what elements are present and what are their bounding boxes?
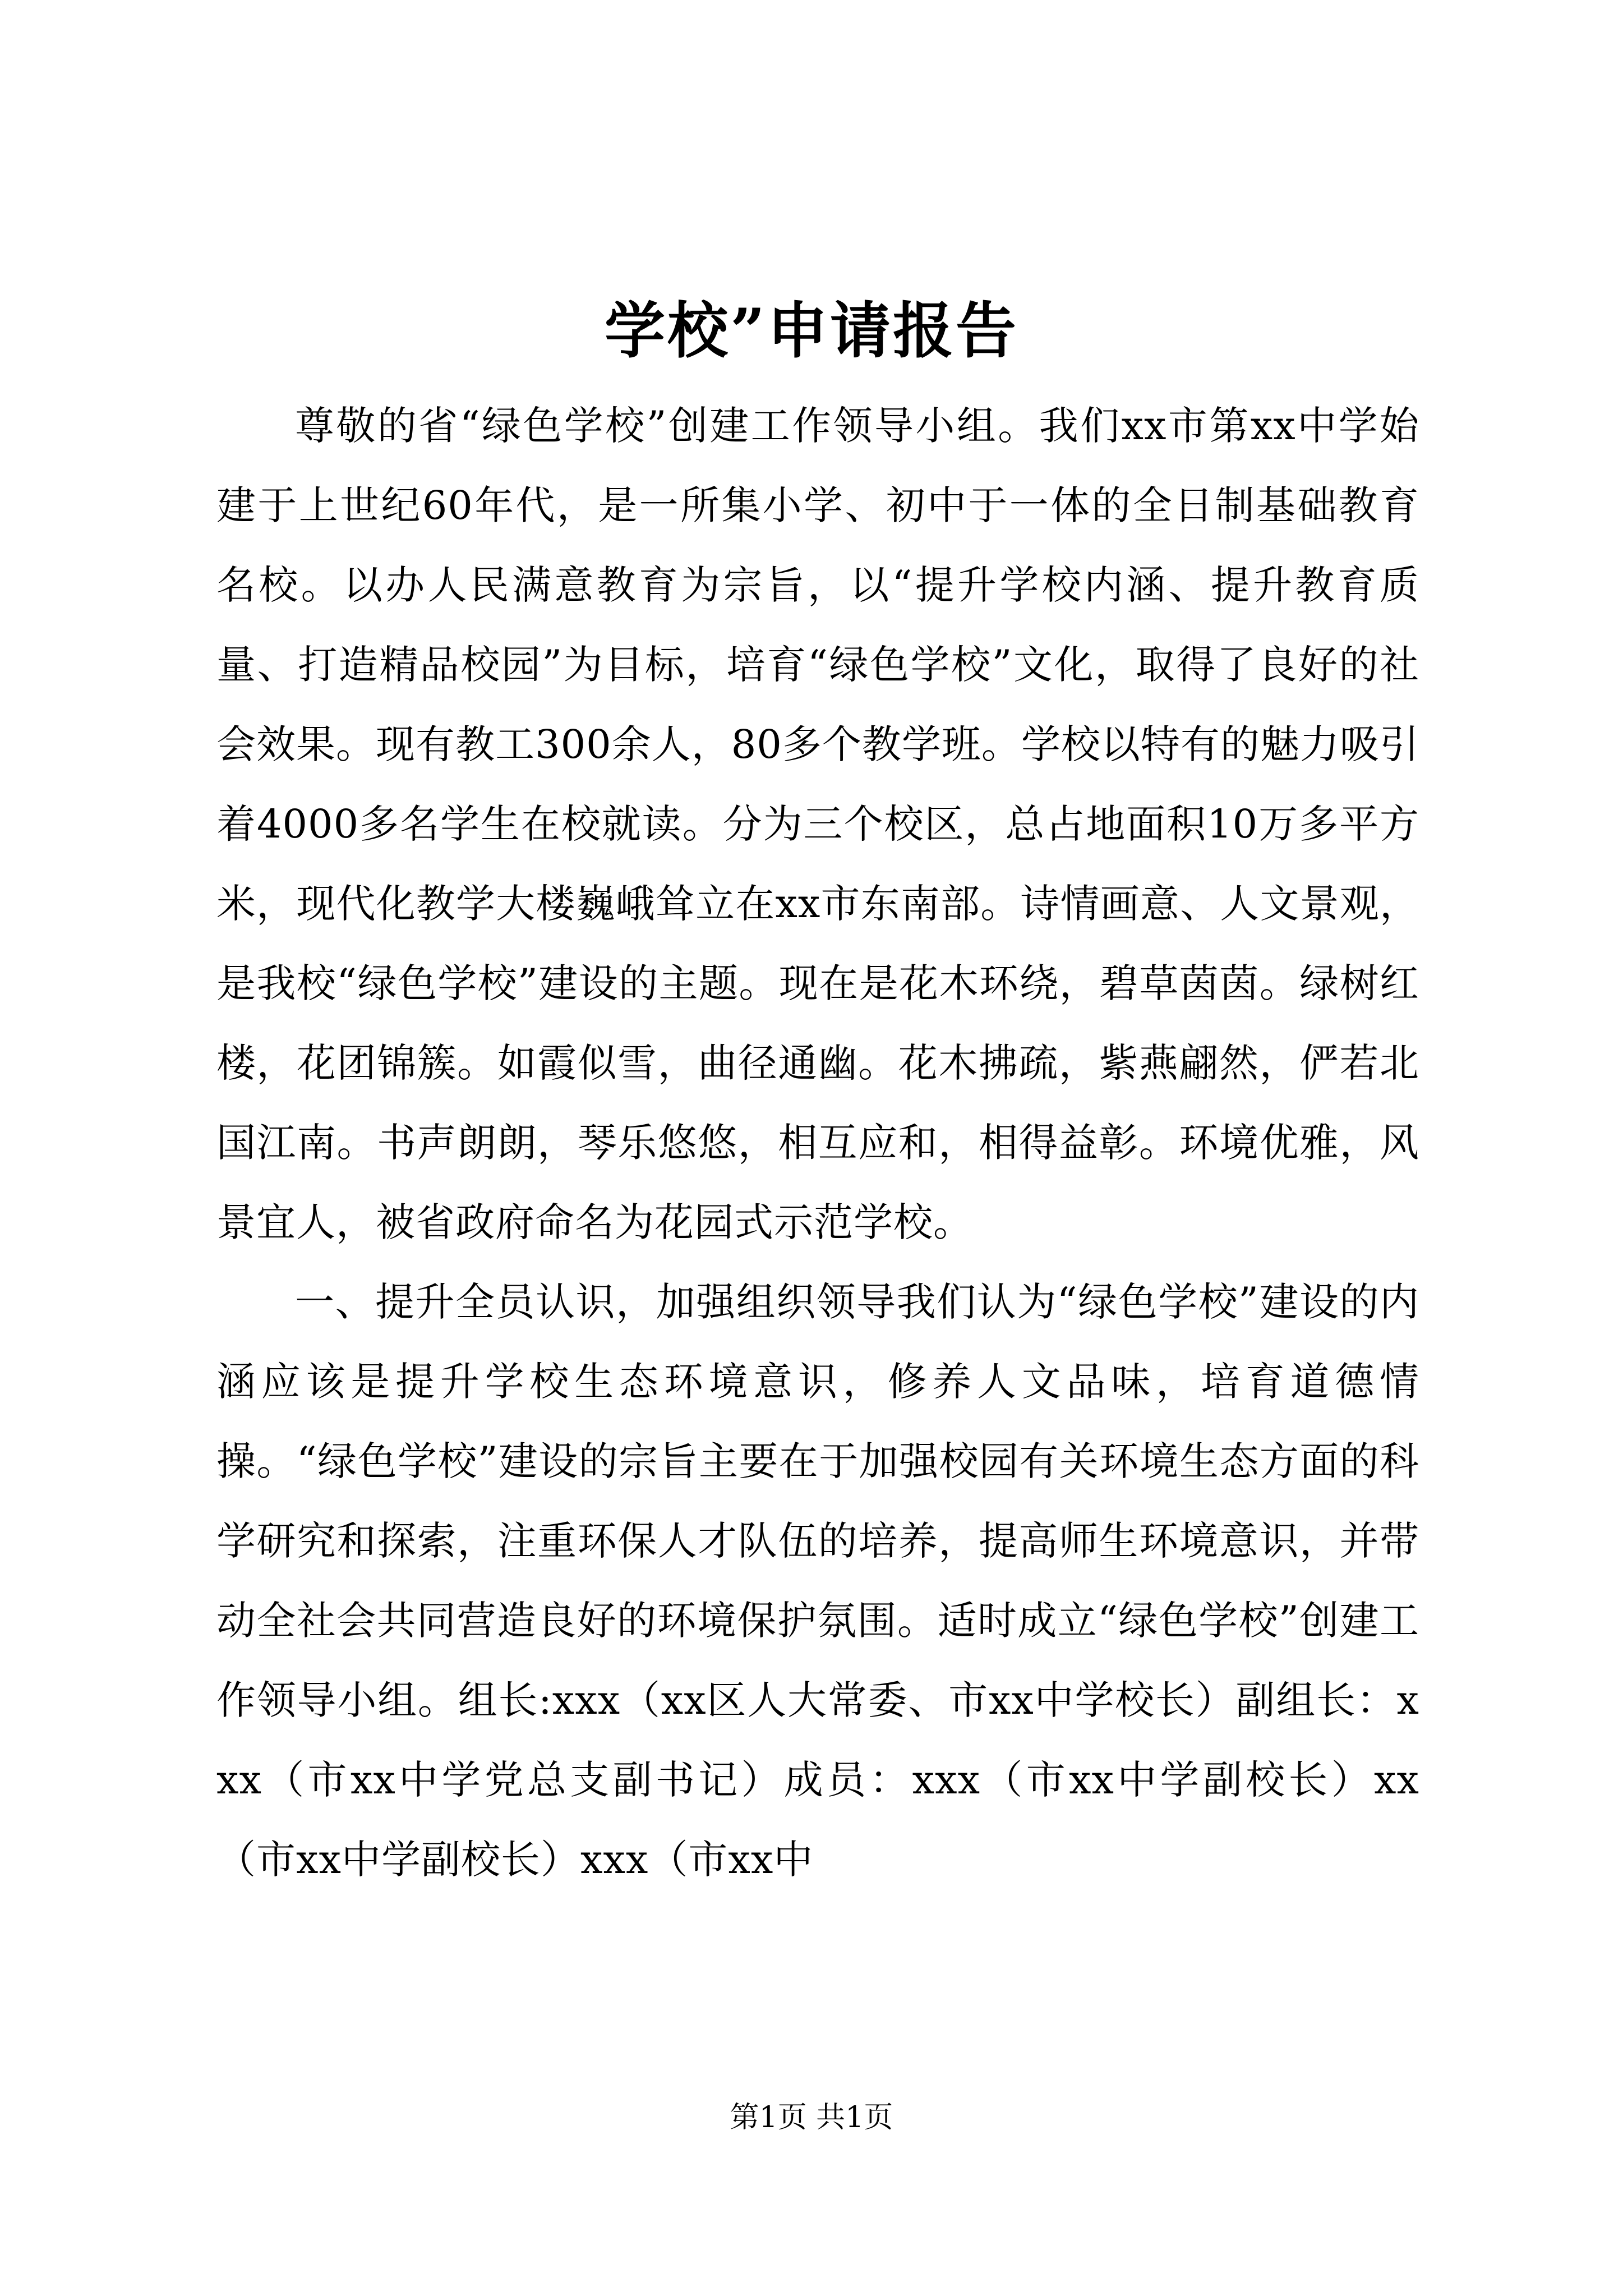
document-title: 学校”申请报告 [604, 296, 1019, 366]
paragraph-intro: 尊敬的省“绿色学校”创建工作领导小组。我们xx市第xx中学始建于上世纪60年代，是一所集小学、初中于一体的全日制基础教育名校。以办人民满意教育为宗旨，以“提升学校内涵、提升教育质量、打造精品校园”为目标，培育“绿色学校”文化，取得了良好的社会效果。现有教工300余人，80多个教学班。学校以特有的魅力吸引着4000多名学生在校就读。分为三个校区，总占地面积10万多平方米，现代化教学大楼巍峨耸立在xx市东南部。诗情画意、人文景观，是我校“绿色学校”建设的主题。现在是花木环绕，碧草茵茵。绿树红楼，花团锦簇。如霞似雪，曲径通幽。花木拂疏，紫燕翩然，俨若北国江南。书声朗朗，琴乐悠悠，相互应和，相得益彰。环境优雅，风景宜人，被省政府命名为花园式示范学校。 [216, 403, 1420, 1245]
page-footer: 第1页 共1页 [730, 2101, 893, 2134]
document-body [216, 386, 1419, 1899]
paragraph-section-one: 一、提升全员认识，加强组织领导我们认为“绿色学校”建设的内涵应该是提升学校生态环境意识，修养人文品味，培育道德情操。“绿色学校”建设的宗旨主要在于加强校园有关环境生态方面的科学研究和探索，注重环保人才队伍的培养，提高师生环境意识，并带动全社会共同营造良好的环境保护氛围。适时成立“绿色学校”创建工作领导小组。组长:xxx（xx区人大常委、市xx中学校长）副组长：xxx（市xx中学党总支副书记）成员：xxx（市xx中学副校长）xx（市xx中学副校长）xxx（市xx中 [216, 1279, 1419, 1883]
